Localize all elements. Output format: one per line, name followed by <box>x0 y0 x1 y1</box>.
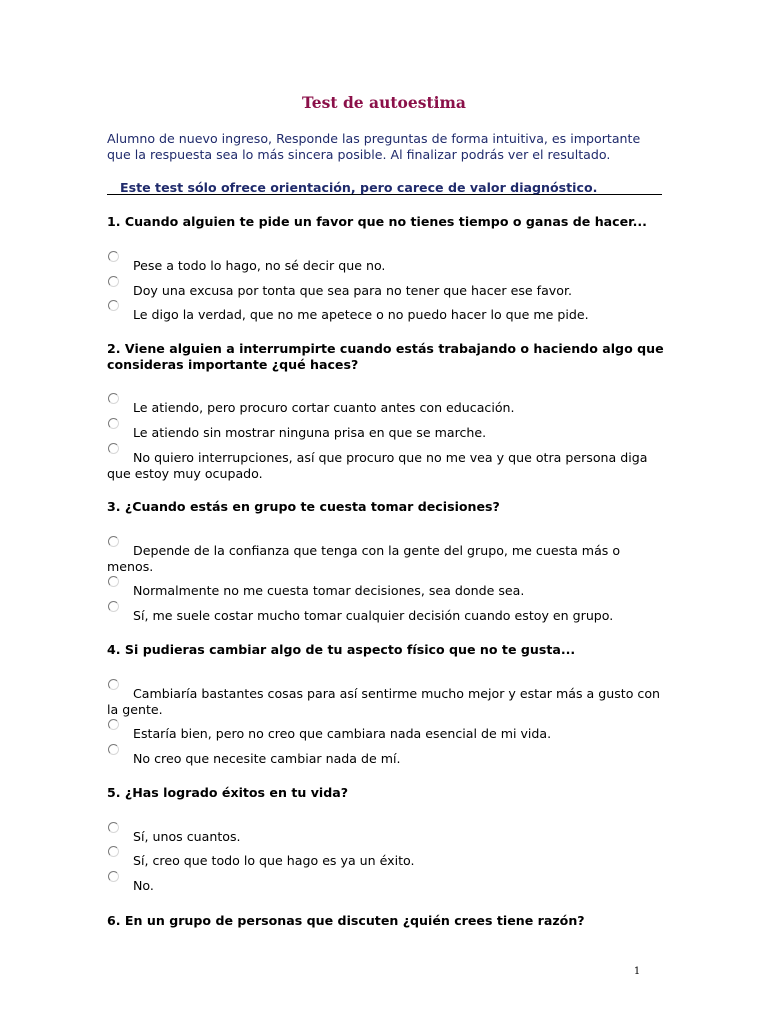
option-label: Doy una excusa por tonta que sea para no tener que hacer ese favor. <box>133 283 572 298</box>
radio-button-icon[interactable] <box>108 536 119 547</box>
radio-button-icon[interactable] <box>108 719 119 730</box>
option-label: Estaría bien, pero no creo que cambiara nada esencial de mi vida. <box>133 726 552 741</box>
option-label: Normalmente no me cuesta tomar decisiones, sea donde sea. <box>133 583 525 598</box>
question-6: 6. En un grupo de personas que discuten ¿quién crees tiene razón? <box>107 913 585 928</box>
page-number: 1 <box>633 966 641 977</box>
option-1-2[interactable] <box>107 283 667 299</box>
option-4-2[interactable] <box>107 726 667 742</box>
radio-button-icon[interactable] <box>108 418 119 429</box>
option-label: Pese a todo lo hago, no sé decir que no. <box>133 258 386 273</box>
option-1-1[interactable] <box>107 258 667 274</box>
radio-button-icon[interactable] <box>108 251 119 262</box>
option-1-3[interactable] <box>107 307 667 323</box>
intro-text: Alumno de nuevo ingreso, Responde las preguntas de forma intuitiva, es importante que la respuesta sea lo más sincera posible. Al finalizar podrás ver el resultado. <box>107 131 641 162</box>
option-5-3[interactable] <box>107 878 667 894</box>
option-4-3[interactable] <box>107 751 667 767</box>
option-label: Depende de la confianza que tenga con la gente del grupo, me cuesta más o menos. <box>107 543 621 574</box>
radio-button-icon[interactable] <box>108 871 119 882</box>
option-5-1[interactable] <box>107 829 667 845</box>
option-3-1[interactable] <box>107 543 667 575</box>
option-label: Cambiaría bastantes cosas para así sentirme mucho mejor y estar más a gusto con la gente. <box>107 686 661 717</box>
radio-button-icon[interactable] <box>108 300 119 311</box>
page-title: Test de autoestima <box>302 93 466 112</box>
option-4-1[interactable] <box>107 686 667 718</box>
option-label: Le atiendo, pero procuro cortar cuanto antes con educación. <box>133 400 515 415</box>
radio-button-icon[interactable] <box>108 846 119 857</box>
option-label: Sí, me suele costar mucho tomar cualquier decisión cuando estoy en grupo. <box>133 608 614 623</box>
option-label: Sí, unos cuantos. <box>133 829 241 844</box>
question-2: 2. Viene alguien a interrumpirte cuando estás trabajando o haciendo algo que consideras importante ¿qué haces? <box>107 341 664 372</box>
question-1: 1. Cuando alguien te pide un favor que no tienes tiempo o ganas de hacer... <box>107 214 647 229</box>
option-label: Le digo la verdad, que no me apetece o no puedo hacer lo que me pide. <box>133 307 589 322</box>
option-3-2[interactable] <box>107 583 667 599</box>
radio-button-icon[interactable] <box>108 822 119 833</box>
option-label: No quiero interrupciones, así que procuro que no me vea y que otra persona diga que estoy muy ocupado. <box>107 450 648 481</box>
question-3: 3. ¿Cuando estás en grupo te cuesta tomar decisiones? <box>107 499 500 514</box>
option-2-3[interactable] <box>107 450 667 482</box>
radio-button-icon[interactable] <box>108 601 119 612</box>
option-2-2[interactable] <box>107 425 667 441</box>
option-5-2[interactable] <box>107 853 667 869</box>
radio-button-icon[interactable] <box>108 679 119 690</box>
disclaimer-text: Este test sólo ofrece orientación, pero carece de valor diagnóstico. <box>107 180 662 195</box>
option-label: No. <box>133 878 154 893</box>
radio-button-icon[interactable] <box>108 276 119 287</box>
option-3-3[interactable] <box>107 608 667 624</box>
option-label: Le atiendo sin mostrar ninguna prisa en que se marche. <box>133 425 487 440</box>
question-4: 4. Si pudieras cambiar algo de tu aspecto físico que no te gusta... <box>107 642 576 657</box>
option-label: No creo que necesite cambiar nada de mí. <box>133 751 401 766</box>
question-5: 5. ¿Has logrado éxitos en tu vida? <box>107 785 349 800</box>
radio-button-icon[interactable] <box>108 393 119 404</box>
option-2-1[interactable] <box>107 400 667 416</box>
radio-button-icon[interactable] <box>108 576 119 587</box>
radio-button-icon[interactable] <box>108 744 119 755</box>
option-label: Sí, creo que todo lo que hago es ya un éxito. <box>133 853 415 868</box>
radio-button-icon[interactable] <box>108 443 119 454</box>
